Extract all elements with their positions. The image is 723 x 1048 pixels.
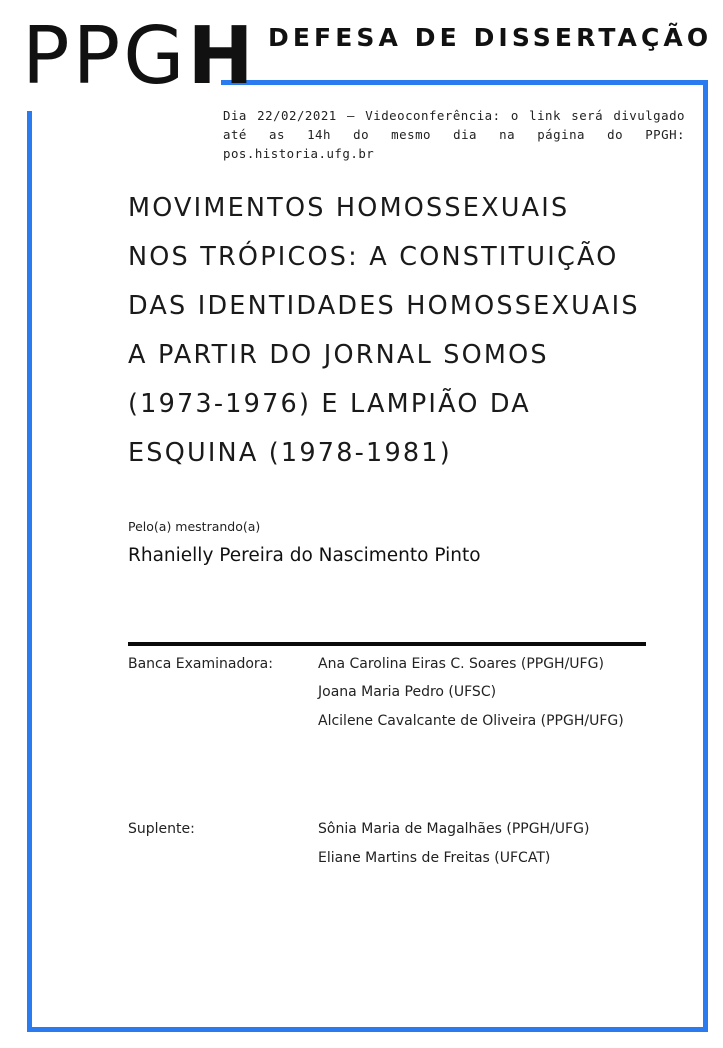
ppgh-logo (22, 10, 254, 102)
frame-top-border (221, 80, 708, 85)
logo-light-text: PPG (22, 10, 188, 102)
student-label: Pelo(a) mestrando(a) (128, 519, 261, 534)
alternates-label: Suplente: (128, 821, 195, 837)
thesis-title-line: (1973-1976) E LAMPIÃO DA (128, 389, 531, 419)
frame-bottom-border (27, 1027, 708, 1032)
thesis-title-line: DAS IDENTIDADES HOMOSSEXUAIS (128, 291, 640, 321)
frame-left-border (27, 111, 32, 1032)
alternate-member: Eliane Martins de Freitas (UFCAT) (318, 850, 551, 866)
page-heading: DEFESA DE DISSERTAÇÃO (268, 23, 713, 52)
section-divider (128, 642, 646, 646)
frame-right-border (703, 80, 708, 1032)
student-name: Rhanielly Pereira do Nascimento Pinto (128, 545, 481, 566)
committee-member: Ana Carolina Eiras C. Soares (PPGH/UFG) (318, 656, 604, 672)
thesis-title-line: MOVIMENTOS HOMOSSEXUAIS (128, 193, 570, 223)
thesis-title (128, 184, 688, 478)
alternate-member: Sônia Maria de Magalhães (PPGH/UFG) (318, 821, 590, 837)
committee-member: Alcilene Cavalcante de Oliveira (PPGH/UFG) (318, 713, 624, 729)
event-info: Dia 22/02/2021 – Videoconferência: o link será divulgado até as 14h do mesmo dia na página do PPGH: pos.historia.ufg.br (223, 108, 685, 161)
thesis-title-line: ESQUINA (1978-1981) (128, 438, 452, 468)
committee-member: Joana Maria Pedro (UFSC) (318, 684, 497, 700)
thesis-title-line: A PARTIR DO JORNAL SOMOS (128, 340, 549, 370)
thesis-title-line: NOS TRÓPICOS: A CONSTITUIÇÃO (128, 242, 619, 272)
logo-heavy-text: H (187, 10, 254, 102)
committee-label: Banca Examinadora: (128, 656, 273, 672)
